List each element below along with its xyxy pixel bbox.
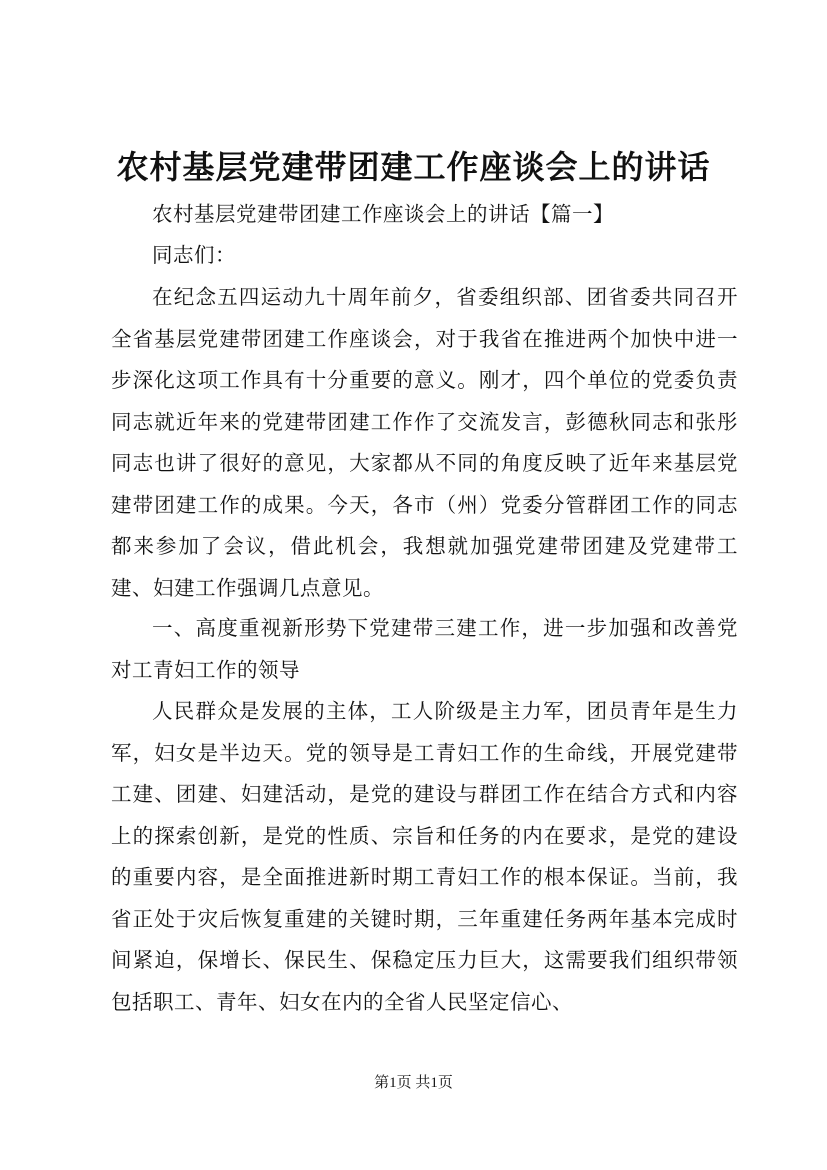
body-paragraph: 在纪念五四运动九十周年前夕，省委组织部、团省委共同召开全省基层党建带团建工作座谈会，对于我省在推进两个加快中进一步深化这项工作具有十分重要的意义。刚才，四个单位的党委负责同志就近年来的党建带团建工作作了交流发言，彭德秋同志和张彤同志也讲了很好的意见，大家都从不同的角度反映了近年来基层党建带团建工作的成果。今天，各市（州）党委分管群团工作的同志都来参加了会议，借此机会，我想就加强党建带团建及党建带工建、妇建工作强调几点意见。 <box>111 285 738 600</box>
body-paragraph: 人民群众是发展的主体，工人阶级是主力军，团员青年是生力军，妇女是半边天。党的领导是工青妇工作的生命线，开展党建带工建、团建、妇建活动，是党的建设与群团工作在结合方式和内容上的探索创新，是党的性质、宗旨和任务的内在要求，是党的建设的重要内容，是全面推进新时期工青妇工作的根本保证。当前，我省正处于灾后恢复重建的关键时期，三年重建任务两年基本完成时间紧迫，保增长、保民生、保稳定压力巨大，这需要我们组织带领包括职工、青年、妇女在内的全省人民坚定信心、 <box>111 699 738 1014</box>
document-subtitle: 农村基层党建带团建工作座谈会上的讲话【篇一】 <box>152 202 614 226</box>
section-heading: 一、高度重视新形势下党建带三建工作，进一步加强和改善党对工青妇工作的领导 <box>111 616 738 682</box>
greeting: 同志们： <box>152 243 236 267</box>
page-number: 第1页 共1页 <box>374 1075 453 1091</box>
document-title: 农村基层党建带团建工作座谈会上的讲话 <box>116 148 711 186</box>
